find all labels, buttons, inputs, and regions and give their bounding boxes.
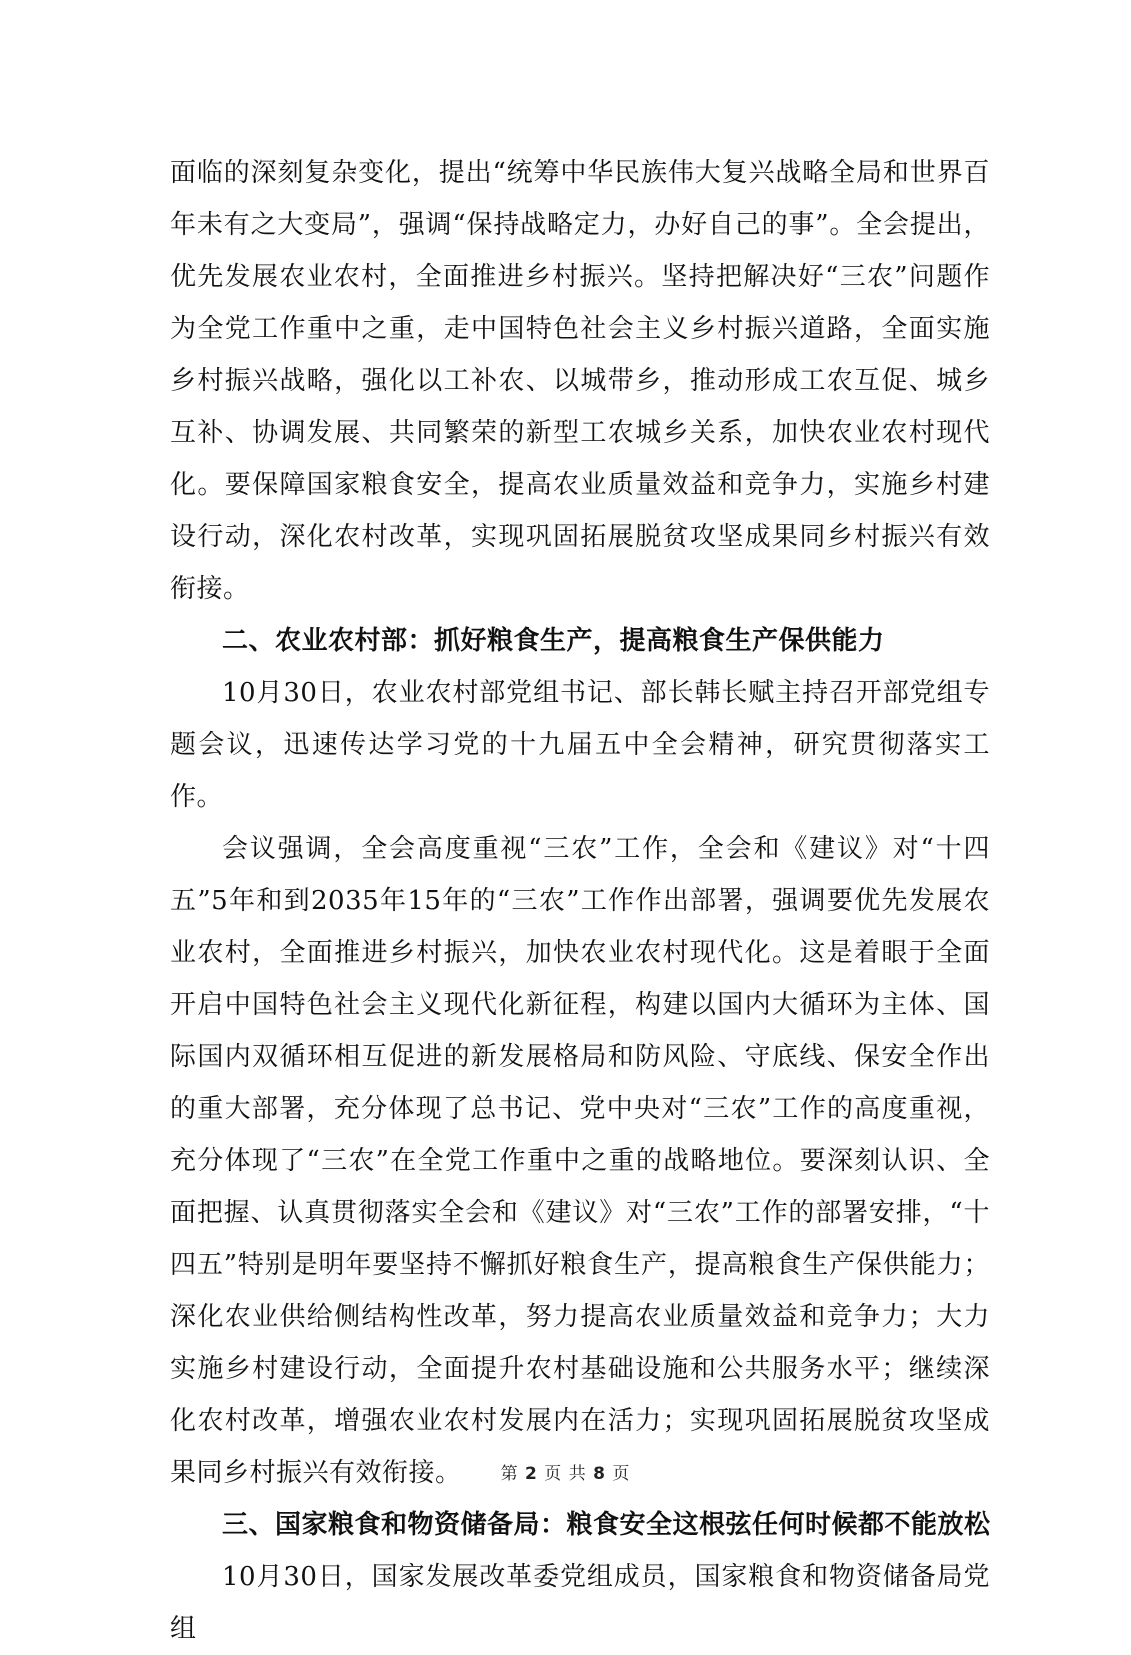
paragraph-continued: 面临的深刻复杂变化，提出“统筹中华民族伟大复兴战略全局和世界百年未有之大变局”，强调“保持战略定力，办好自己的事”。全会提出，优先发展农业农村，全面推进乡村振兴。坚持把解决好“三农”问题作为全党工作重中之重，走中国特色社会主义乡村振兴道路，全面实施乡村振兴战略，强化以工补农、以城带乡，推动形成工农互促、城乡互补、协调发展、共同繁荣的新型工农城乡关系，加快农业农村现代化。要保障国家粮食安全，提高农业质量效益和竞争力，实施乡村建设行动，深化农村改革，实现巩固拓展脱贫攻坚成果同乡村振兴有效衔接。 bbox=[170, 158, 990, 604]
paragraph-grain-bureau: 10月30日，国家发展改革委党组成员，国家粮食和物资储备局党组 bbox=[170, 1562, 990, 1644]
paragraph-meeting-emphasis: 会议强调，全会高度重视“三农”工作，全会和《建议》对“十四五”5年和到2035年15年的“三农”工作作出部署，强调要优先发展农业农村，全面推进乡村振兴，加快农业农村现代化。这是着眼于全面开启中国特色社会主义现代化新征程，构建以国内大循环为主体、国际国内双循环相互促进的新发展格局和防风险、守底线、保安全作出的重大部署，充分体现了总书记、党中央对“三农”工作的高度重视，充分体现了“三农”在全党工作重中之重的战略地位。要深刻认识、全面把握、认真贯彻落实全会和《建议》对“三农”工作的部署安排，“十四五”特别是明年要坚持不懈抓好粮食生产，提高粮食生产保供能力；深化农业供给侧结构性改革，努力提高农业质量效益和竞争力；大力实施乡村建设行动，全面提升农村基础设施和公共服务水平；继续深化农村改革，增强农业农村发展内在活力；实现巩固拓展脱贫攻坚成果同乡村振兴有效衔接。 bbox=[170, 834, 990, 1488]
page-footer bbox=[0, 1459, 1131, 1484]
footer-prefix: 第 bbox=[500, 1464, 519, 1484]
section-heading-3: 三、国家粮食和物资储备局：粮食安全这根弦任何时候都不能放松 bbox=[222, 1510, 991, 1540]
document-body bbox=[170, 147, 990, 1655]
footer-total-pages: 8 bbox=[593, 1464, 606, 1484]
section-heading-2: 二、农业农村部：抓好粮食生产，提高粮食生产保供能力 bbox=[222, 626, 885, 656]
footer-suffix: 页 bbox=[612, 1464, 631, 1484]
footer-middle: 页 共 bbox=[544, 1464, 587, 1484]
paragraph-meeting-intro: 10月30日，农业农村部党组书记、部长韩长赋主持召开部党组专题会议，迅速传达学习党的十九届五中全会精神，研究贯彻落实工作。 bbox=[170, 678, 990, 812]
footer-current-page: 2 bbox=[525, 1464, 538, 1484]
